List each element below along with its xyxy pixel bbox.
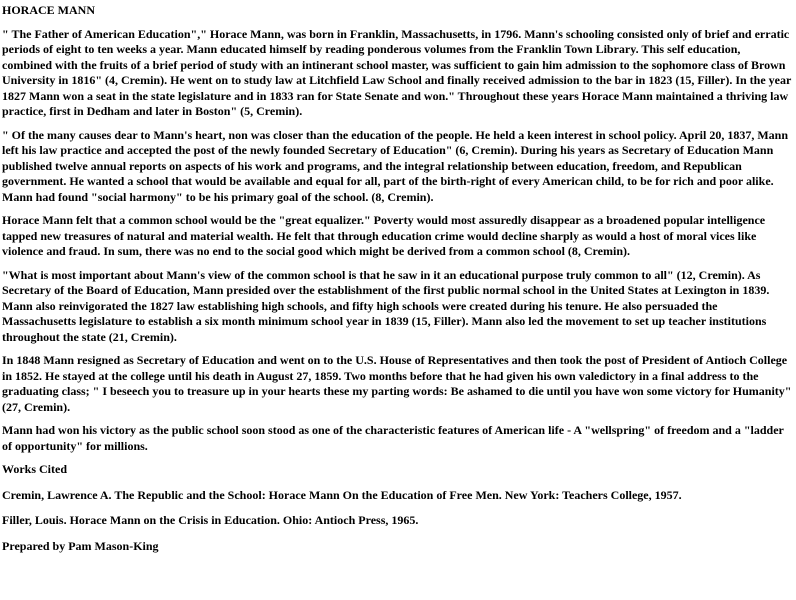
page-title: HORACE MANN bbox=[2, 3, 95, 17]
paragraph-antioch-college: In 1848 Mann resigned as Secretary of Education and went on to the U.S. House of Representatives and then took the post of President of Antioch College in 1852. He stayed at the college until his death in August 27, 1859. Two months before that he had given his own valedictory in a final address to the graduating class; " I beseech you to treasure up in your hearts these my parting words: Be ashamed to die until you have won some victory for Humanity" (27, Cremin). bbox=[2, 353, 792, 414]
paragraph-early-life: " The Father of American Education"," Horace Mann, was born in Franklin, Massachusetts, in 1796. Mann's schooling consisted only of brief and erratic periods of eight to ten weeks a year. Mann educated himself by reading ponderous volumes from the Franklin Town Library. This self education, combined with the fruits of a brief period of study with an intinerant school master, was sufficient to gain him admission to the sophomore class of Brown University in 1816" (4, Cremin). He went on to study law at Litchfield Law School and finally received admission to the bar in 1823 (15, Filler). In the year 1827 Mann won a seat in the state legislature and in 1833 ran for State Senate and won." Throughout these years Horace Mann maintained a thriving law practice, first in Dedham and later in Boston" (5, Cremin). bbox=[2, 26, 792, 118]
citation-cremin: Cremin, Lawrence A. The Republic and the School: Horace Mann On the Education of Free Men. New York: Teachers College, 1957. bbox=[2, 487, 682, 502]
works-cited-heading: Works Cited bbox=[2, 462, 68, 476]
paragraph-great-equalizer: Horace Mann felt that a common school would be the "great equalizer." Poverty would most assuredly disappear as a broadened popular intelligence tapped new treasures of natural and material wealth. He felt that through education crime would decline sharply as would a host of moral vices like violence and fraud. In sum, there was no end to the social good which might be derived from a common school (8, Cremin). bbox=[2, 213, 766, 258]
citation-filler: Filler, Louis. Horace Mann on the Crisis in Education. Ohio: Antioch Press, 1965. bbox=[2, 513, 419, 527]
paragraph-legacy: Mann had won his victory as the public school soon stood as one of the characteristic features of American life - A "wellspring" of freedom and a "ladder of opportunity" for millions. bbox=[2, 423, 784, 453]
prepared-by: Prepared by Pam Mason-King bbox=[2, 538, 159, 553]
paragraph-secretary-of-education: " Of the many causes dear to Mann's heart, non was closer than the education of the people. He held a keen interest in school policy. April 20, 1837, Mann left his law practice and accepted the post of the newly founded Secretary of Education" (6, Cremin). During his years as Secretary of Education Mann published twelve annual reports on aspects of his work and programs, and the integral relationship between education, freedom, and Republican government. He wanted a school that would be available and equal for all, part of the birth-right of every American child, to be for rich and poor alike. Mann had found "social harmony" to be his primary goal of the school. (8, Cremin). bbox=[2, 127, 789, 204]
paragraph-common-school: "What is most important about Mann's view of the common school is that he saw in it an educational purpose truly common to all" (12, Cremin). As Secretary of the Board of Education, Mann presided over the establishment of the first public normal school in the United States at Lexington in 1839. Mann also reinvigorated the 1827 law establishing high schools, and fifty high schools were created during his tenure. He also persuaded the Massachusetts legislature to establish a six month minimum school year in 1839 (15, Filler). Mann also led the movement to set up teacher institutions throughout the state (21, Cremin). bbox=[2, 267, 770, 344]
